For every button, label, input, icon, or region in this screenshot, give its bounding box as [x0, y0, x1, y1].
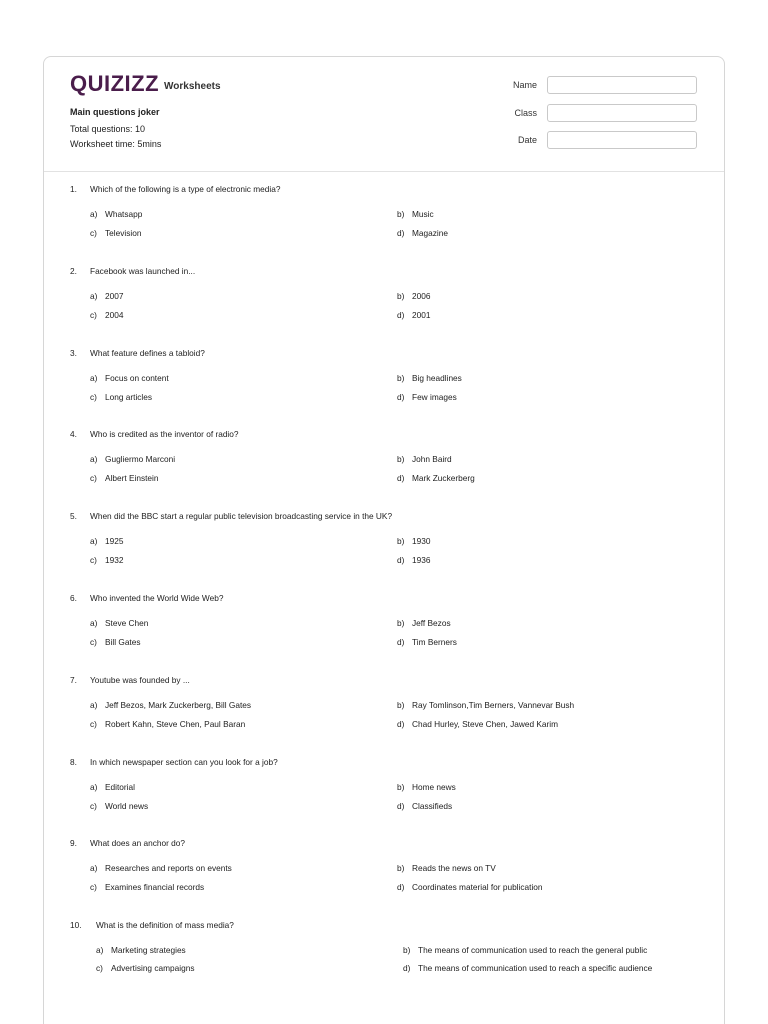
option-letter: a): [96, 945, 104, 956]
option-text: Jeff Bezos, Mark Zuckerberg, Bill Gates: [105, 699, 252, 710]
question-number: 1.: [70, 184, 77, 194]
option-text: 2007: [105, 290, 124, 301]
question-number: 5.: [70, 511, 77, 522]
option-text: Whatsapp: [105, 209, 143, 219]
answer-option-d: [397, 801, 452, 811]
answer-option-d: [397, 555, 430, 565]
class-field-row: [514, 104, 697, 122]
option-text: John Baird: [412, 454, 452, 465]
answer-option-c: [90, 637, 141, 647]
option-text: Focus on content: [105, 372, 169, 383]
question-number: 7.: [70, 674, 77, 685]
option-letter: b): [397, 290, 405, 301]
question-text: Facebook was launched in...: [90, 265, 196, 276]
option-text: Steve Chen: [105, 618, 149, 628]
answer-option-d: [397, 228, 448, 238]
answer-option-b: [397, 209, 434, 219]
question-number: 9.: [70, 838, 77, 849]
answer-option-c: [90, 719, 245, 729]
answer-option-b: [397, 536, 430, 546]
answer-option-b: [397, 373, 462, 383]
class-label: Class: [514, 108, 537, 118]
option-letter: c): [90, 800, 97, 811]
answer-option-d: [397, 392, 457, 402]
answer-option-a: [90, 618, 148, 628]
worksheet-title: Main questions joker: [70, 107, 160, 117]
option-letter: b): [397, 209, 405, 219]
answer-option-a: [90, 373, 169, 383]
option-letter: a): [90, 863, 98, 874]
option-letter: c): [90, 228, 97, 238]
answer-option-b: [397, 454, 452, 464]
option-letter: d): [397, 228, 405, 238]
question-number: 4.: [70, 429, 77, 440]
question-text: Which of the following is a type of electronic media?: [90, 184, 281, 194]
option-text: Chad Hurley, Steve Chen, Jawed Karim: [412, 718, 559, 729]
option-letter: b): [397, 781, 405, 792]
answer-option-d: [403, 963, 652, 973]
answer-option-a: [90, 536, 123, 546]
name-field[interactable]: [547, 76, 697, 94]
answer-option-b: [397, 700, 574, 710]
option-letter: b): [397, 372, 405, 383]
option-text: World news: [105, 800, 149, 811]
option-text: 2004: [105, 309, 124, 320]
option-letter: a): [90, 454, 98, 465]
worksheet-time: Worksheet time: 5mins: [70, 139, 162, 149]
option-text: Long articles: [105, 391, 153, 402]
option-text: Home news: [412, 781, 456, 792]
option-letter: d): [397, 800, 405, 811]
date-field-row: [518, 131, 697, 149]
option-text: The means of communication used to reach the general public: [418, 945, 648, 956]
option-text: Bill Gates: [105, 637, 141, 647]
answer-option-d: [397, 882, 543, 892]
option-text: Television: [105, 228, 142, 238]
question-text: When did the BBC start a regular public television broadcasting service in the UK?: [90, 511, 393, 522]
answer-option-a: [96, 945, 186, 955]
option-letter: d): [397, 882, 405, 893]
option-letter: b): [397, 699, 405, 710]
option-text: Advertising campaigns: [111, 963, 195, 974]
class-field[interactable]: [547, 104, 697, 122]
answer-option-c: [90, 228, 141, 238]
option-text: Tim Berners: [412, 637, 457, 647]
question-text: Who is credited as the inventor of radio?: [90, 429, 239, 440]
option-letter: d): [397, 555, 405, 566]
option-letter: b): [397, 536, 405, 547]
option-letter: d): [397, 637, 405, 647]
option-text: Big headlines: [412, 372, 462, 383]
option-letter: a): [90, 699, 98, 710]
answer-option-c: [90, 392, 152, 402]
option-text: 1925: [105, 536, 124, 547]
option-text: Reads the news on TV: [412, 863, 496, 874]
answer-option-a: [90, 291, 123, 301]
option-letter: d): [397, 391, 405, 402]
answer-option-b: [397, 782, 456, 792]
option-text: 1932: [105, 555, 124, 566]
option-letter: b): [397, 863, 405, 874]
name-field-row: [513, 76, 697, 94]
answer-option-d: [397, 310, 430, 320]
option-letter: a): [90, 618, 98, 628]
option-text: Mark Zuckerberg: [412, 473, 475, 484]
question-text: What feature defines a tabloid?: [90, 347, 205, 358]
date-field[interactable]: [547, 131, 697, 149]
option-letter: c): [90, 391, 97, 402]
option-letter: c): [90, 882, 97, 893]
option-letter: c): [90, 718, 97, 729]
question-text: Who invented the World Wide Web?: [90, 593, 224, 603]
quizizz-logo: QUIZIZZ: [70, 71, 160, 96]
option-text: Gugliermo Marconi: [105, 454, 176, 465]
name-label: Name: [512, 80, 537, 90]
question-number: 3.: [70, 347, 77, 358]
answer-option-b: [397, 863, 496, 873]
answer-option-a: [90, 782, 135, 792]
option-letter: c): [90, 555, 97, 566]
question-number: 10.: [70, 920, 82, 931]
option-text: Researches and reports on events: [105, 863, 232, 874]
answer-option-a: [90, 454, 175, 464]
option-text: 2001: [412, 309, 431, 320]
option-letter: b): [403, 945, 411, 956]
option-letter: d): [397, 473, 405, 484]
option-text: Editorial: [105, 781, 135, 792]
question-text: What does an anchor do?: [90, 838, 186, 849]
answer-option-b: [397, 618, 451, 628]
answer-option-a: [90, 700, 251, 710]
option-letter: a): [90, 290, 98, 301]
answer-option-c: [96, 963, 194, 973]
option-text: Examines financial records: [105, 882, 205, 893]
option-letter: b): [397, 618, 405, 628]
option-letter: a): [90, 372, 98, 383]
answer-option-c: [90, 555, 123, 565]
option-text: Marketing strategies: [111, 945, 186, 956]
option-text: Few images: [412, 391, 457, 402]
total-questions: Total questions: 10: [70, 124, 146, 134]
option-letter: a): [90, 209, 98, 219]
answer-option-b: [397, 291, 430, 301]
option-text: Ray Tomlinson,Tim Berners, Vannevar Bush: [412, 699, 575, 710]
option-text: Coordinates material for publication: [412, 882, 543, 893]
question-number: 2.: [70, 265, 77, 276]
answer-option-c: [90, 310, 123, 320]
question-text: What is the definition of mass media?: [96, 920, 234, 931]
worksheet-header: [44, 57, 724, 172]
option-letter: b): [397, 454, 405, 465]
option-letter: c): [90, 473, 97, 484]
option-letter: c): [96, 963, 103, 974]
answer-option-c: [90, 882, 204, 892]
question-number: 8.: [70, 756, 77, 767]
option-text: Albert Einstein: [105, 473, 159, 484]
option-letter: a): [90, 536, 98, 547]
option-letter: c): [90, 637, 97, 647]
answer-option-a: [90, 209, 142, 219]
option-letter: a): [90, 781, 98, 792]
option-text: The means of communication used to reach a specific audience: [418, 963, 653, 974]
option-text: Classifieds: [412, 800, 453, 811]
answer-option-c: [90, 473, 159, 483]
brand: [70, 73, 221, 95]
option-letter: d): [397, 309, 405, 320]
question-text: In which newspaper section can you look for a job?: [90, 756, 278, 767]
option-text: Robert Kahn, Steve Chen, Paul Baran: [105, 718, 246, 729]
option-text: Music: [412, 209, 434, 219]
answer-option-c: [90, 801, 148, 811]
option-letter: c): [90, 309, 97, 320]
brand-subtitle: Worksheets: [164, 81, 221, 92]
option-letter: d): [403, 963, 411, 974]
option-text: 1936: [412, 555, 431, 566]
answer-option-a: [90, 863, 232, 873]
answer-option-d: [397, 473, 475, 483]
option-text: Magazine: [412, 228, 448, 238]
option-text: Jeff Bezos: [412, 618, 451, 628]
option-letter: d): [397, 718, 405, 729]
question-number: 6.: [70, 593, 77, 603]
answer-option-d: [397, 719, 558, 729]
answer-option-d: [397, 637, 457, 647]
answer-option-b: [403, 945, 647, 955]
worksheet: [43, 56, 725, 1024]
option-text: 2006: [412, 290, 431, 301]
question-text: Youtube was founded by ...: [90, 674, 190, 685]
option-text: 1930: [412, 536, 431, 547]
date-label: Date: [517, 135, 537, 145]
